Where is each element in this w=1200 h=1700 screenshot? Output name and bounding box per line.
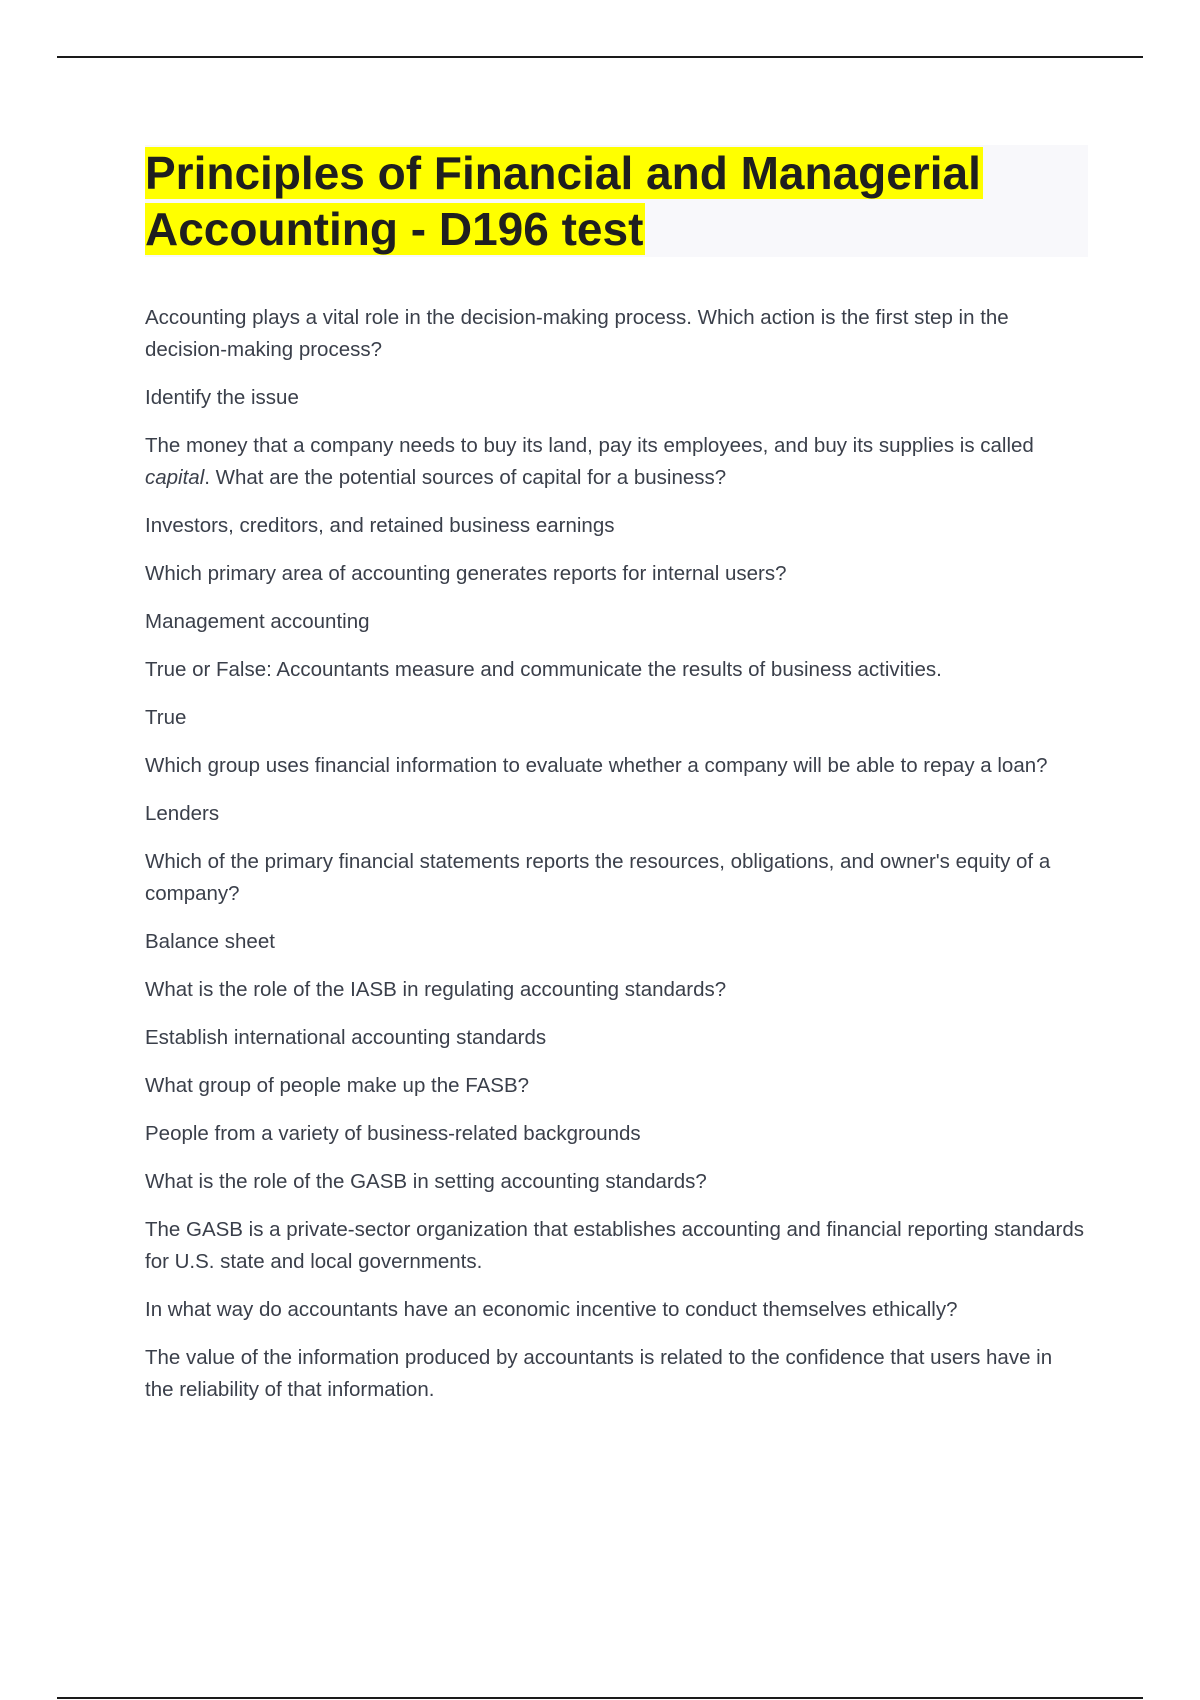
answer-9: The GASB is a private-sector organization that establishes accounting and financial reporting standards for U.S. state and local governments. [145, 1218, 1084, 1273]
question-7: What is the role of the IASB in regulating accounting standards? [145, 978, 727, 1001]
page-title [145, 145, 1088, 257]
question-6: Which of the primary financial statements reports the resources, obligations, and owner's equity of a company? [145, 850, 1051, 905]
answer-7: Establish international accounting standards [145, 1026, 547, 1049]
answer-1: Identify the issue [145, 386, 299, 409]
question-2-italic: capital [145, 466, 205, 489]
title-line-2: Accounting - D196 test [145, 203, 644, 255]
bottom-rule [57, 1697, 1143, 1699]
title-block [145, 145, 1088, 257]
top-rule [57, 56, 1143, 58]
answer-5: Lenders [145, 802, 220, 825]
question-2-part-1: The money that a company needs to buy its land, pay its employees, and buy its supplies is called [145, 434, 1034, 457]
question-1: Accounting plays a vital role in the decision-making process. Which action is the first step in the decision-making process? [145, 306, 1009, 361]
answer-2: Investors, creditors, and retained business earnings [145, 514, 615, 537]
answer-6: Balance sheet [145, 930, 275, 953]
answer-3: Management accounting [145, 610, 370, 633]
question-8: What group of people make up the FASB? [145, 1074, 530, 1097]
answer-4: True [145, 706, 187, 729]
qa-content [145, 302, 1085, 1406]
answer-8: People from a variety of business-related backgrounds [145, 1122, 641, 1145]
question-9: What is the role of the GASB in setting accounting standards? [145, 1170, 707, 1193]
question-3: Which primary area of accounting generates reports for internal users? [145, 562, 787, 585]
answer-10: The value of the information produced by accountants is related to the confidence that users have in the reliability of that information. [145, 1346, 1053, 1401]
title-line-1: Principles of Financial and Managerial [145, 147, 981, 199]
question-4: True or False: Accountants measure and communicate the results of business activities. [145, 658, 942, 681]
question-2-part-2: . What are the potential sources of capital for a business? [204, 466, 727, 489]
question-2 [145, 430, 1085, 494]
question-10: In what way do accountants have an economic incentive to conduct themselves ethically? [145, 1298, 958, 1321]
question-5: Which group uses financial information to evaluate whether a company will be able to repay a loan? [145, 754, 1048, 777]
